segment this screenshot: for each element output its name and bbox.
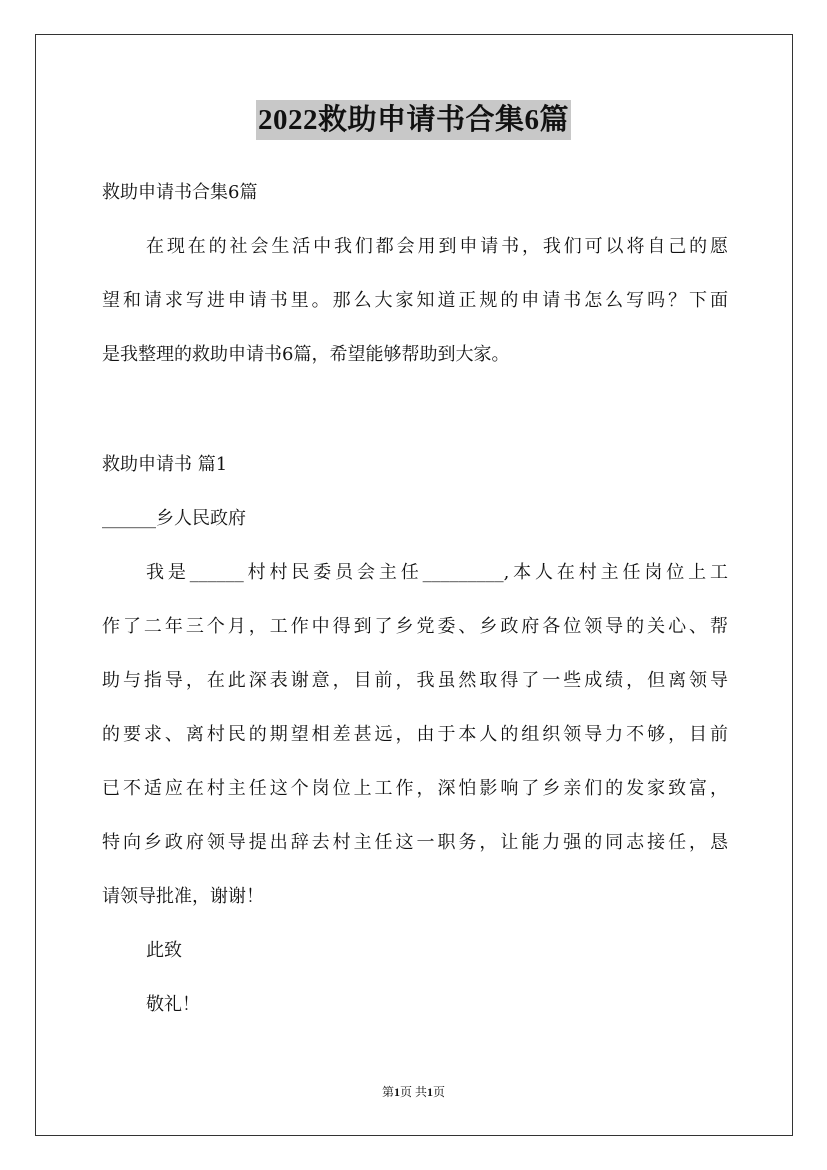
document-title: 2022救助申请书合集6篇 [256,100,571,140]
body-line-5: 已不适应在村主任这个岗位上工作，深怕影响了乡亲们的发家致富， [102,778,728,799]
closing-salutation: 此致 [146,940,182,961]
intro-line-3: 是我整理的救助申请书6篇，希望能够帮助到大家。 [102,344,510,365]
body-line-1: 我是______村村民委员会主任_________,本人在村主任岗位上工 [146,562,728,583]
body-line-7: 请领导批准，谢谢！ [102,886,264,907]
addressee: ______乡人民政府 [102,508,246,529]
footer-page-suffix: 页 共 [399,1085,427,1099]
title-wrap [0,100,827,140]
intro-line-2: 望和请求写进申请书里。那么大家知道正规的申请书怎么写吗？下面 [102,290,728,311]
footer-total-suffix: 页 [433,1085,446,1099]
intro-line-1: 在现在的社会生活中我们都会用到申请书，我们可以将自己的愿 [146,236,728,257]
body-line-4: 的要求、离村民的期望相差甚远，由于本人的组织领导力不够，目前 [102,724,728,745]
subtitle: 救助申请书合集6篇 [102,182,258,203]
footer-prefix: 第 [381,1085,394,1099]
footer-page-number: 1 [393,1085,400,1099]
footer-total-pages: 1 [427,1085,433,1099]
body-line-6: 特向乡政府领导提出辞去村主任这一职务，让能力强的同志接任，恳 [102,832,728,853]
closing-regards: 敬礼！ [146,994,200,1015]
page-footer [0,1084,827,1100]
body-line-2: 作了二年三个月，工作中得到了乡党委、乡政府各位领导的关心、帮 [102,616,728,637]
section-heading: 救助申请书 篇1 [102,454,228,475]
body-line-3: 助与指导，在此深表谢意，目前，我虽然取得了一些成绩，但离领导 [102,670,728,691]
